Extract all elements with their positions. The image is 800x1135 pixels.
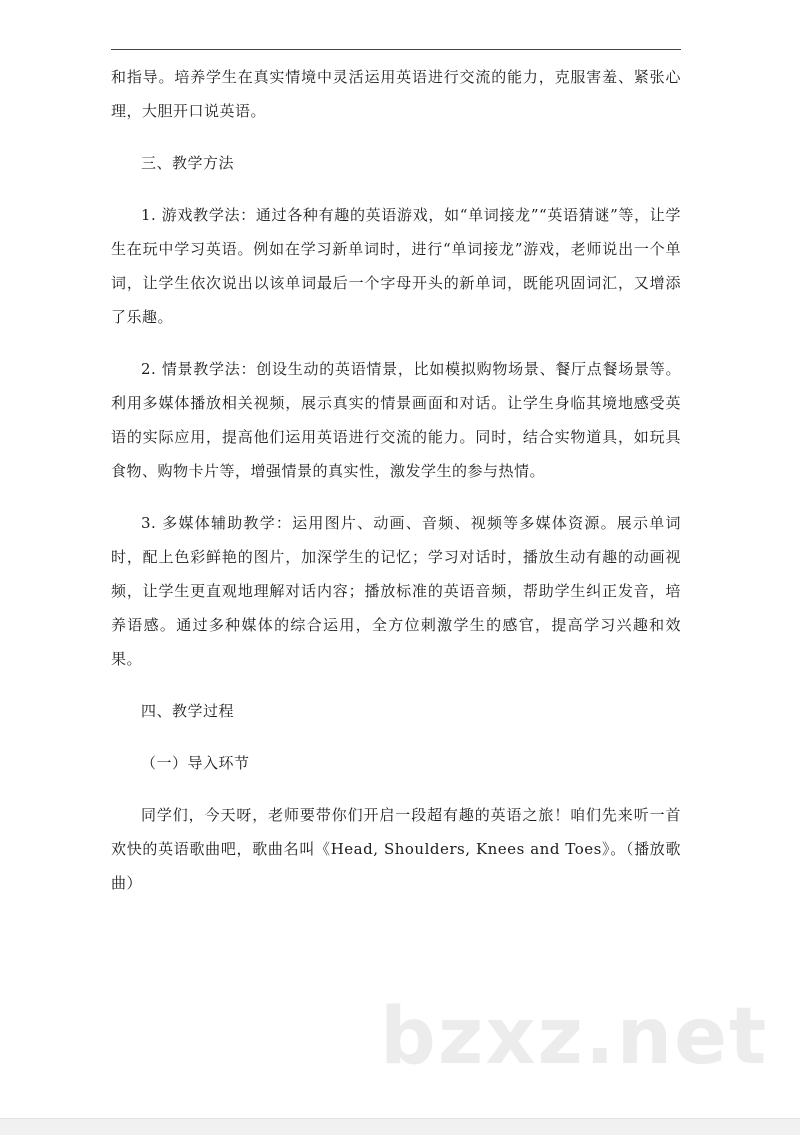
subsection-heading-intro: （一）导入环节 <box>141 754 250 772</box>
header-rule <box>111 49 681 50</box>
method-scenario-paragraph: 2. 情景教学法：创设生动的英语情景，比如模拟购物场景、餐厅点餐场景等。利用多媒体播放相关视频，展示真实的情景画面和对话。让学生身临其境地感受英语的实际应用，提高他们运用英语进行交流的能力。同时，结合实物道具，如玩具食物、购物卡片等，增强情景的真实性，激发学生的参与热情。 <box>111 360 681 480</box>
method-game-paragraph: 1. 游戏教学法：通过各种有趣的英语游戏，如“单词接龙”“英语猜谜”等，让学生在玩中学习英语。例如在学习新单词时，进行“单词接龙”游戏，老师说出一个单词，让学生依次说出以该单词最后一个字母开头的新单词，既能巩固词汇，又增添了乐趣。 <box>111 206 681 326</box>
document-body <box>111 60 681 900</box>
watermark-text: bzxz.net <box>380 992 769 1082</box>
page-bottom-bar <box>0 1118 800 1135</box>
intro-paragraph: 和指导。培养学生在真实情境中灵活运用英语进行交流的能力，克服害羞、紧张心理，大胆开口说英语。 <box>111 68 681 120</box>
section-heading-process: 四、教学过程 <box>141 702 235 720</box>
section-heading-methods: 三、教学方法 <box>141 154 235 172</box>
intro-step-paragraph: 同学们，今天呀，老师要带你们开启一段超有趣的英语之旅！咱们先来听一首欢快的英语歌曲吧，歌曲名叫《Head, Shoulders, Knees and Toes》。（播放歌曲） <box>111 806 681 892</box>
method-multimedia-paragraph: 3. 多媒体辅助教学：运用图片、动画、音频、视频等多媒体资源。展示单词时，配上色彩鲜艳的图片，加深学生的记忆；学习对话时，播放生动有趣的动画视频，让学生更直观地理解对话内容；播放标准的英语音频，帮助学生纠正发音，培养语感。通过多种媒体的综合运用，全方位刺激学生的感官，提高学习兴趣和效果。 <box>111 514 681 668</box>
